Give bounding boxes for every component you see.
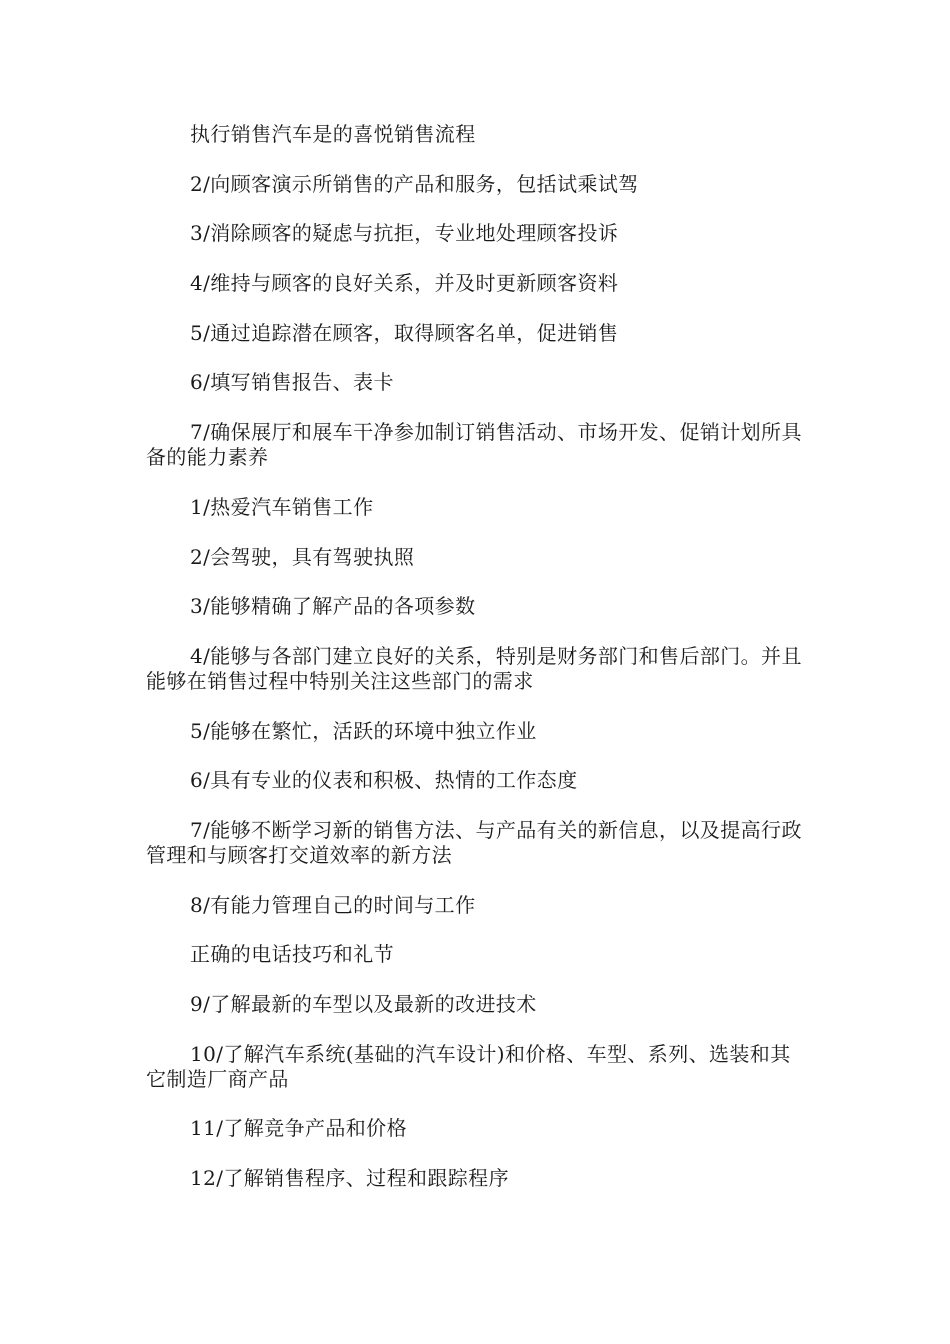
paragraph: 2/会驾驶，具有驾驶执照 — [190, 544, 415, 569]
paragraph: 1/热爱汽车销售工作 — [190, 494, 374, 519]
paragraph: 3/能够精确了解产品的各项参数 — [190, 594, 476, 619]
paragraph: 6/填写销售报告、表卡 — [190, 370, 394, 395]
paragraph: 9/了解最新的车型以及最新的改进技术 — [190, 992, 537, 1016]
paragraph: 5/能够在繁忙，活跃的环境中独立作业 — [190, 718, 537, 743]
paragraph: 4/维持与顾客的良好关系，并及时更新顾客资料 — [190, 271, 619, 296]
paragraph: 7/能够不断学习新的销售方法、与产品有关的新信息，以及提高行政管理和与顾客打交道效率的新方法 — [146, 817, 802, 867]
paragraph: 3/消除顾客的疑虑与抗拒，专业地处理顾客投诉 — [190, 221, 619, 246]
paragraph: 4/能够与各部门建立良好的关系，特别是财务部门和售后部门。并且能够在销售过程中特别关注这些部门的需求 — [146, 643, 802, 693]
paragraph: 8/有能力管理自己的时间与工作 — [190, 892, 476, 917]
paragraph: 执行销售汽车是的喜悦销售流程 — [190, 122, 476, 146]
paragraph: 正确的电话技巧和礼节 — [190, 942, 394, 967]
document-body — [146, 122, 810, 1216]
paragraph: 11/了解竞争产品和价格 — [190, 1116, 407, 1141]
paragraph: 12/了解销售程序、过程和跟踪程序 — [190, 1166, 509, 1191]
paragraph: 5/通过追踪潜在顾客，取得顾客名单，促进销售 — [190, 320, 619, 345]
paragraph: 7/确保展厅和展车干净参加制订销售活动、市场开发、促销计划所具备的能力素养 — [146, 420, 802, 470]
paragraph: 10/了解汽车系统(基础的汽车设计)和价格、车型、系列、选装和其它制造厂商产品 — [146, 1041, 791, 1091]
paragraph: 2/向顾客演示所销售的产品和服务，包括试乘试驾 — [190, 171, 639, 196]
paragraph: 6/具有专业的仪表和积极、热情的工作态度 — [190, 768, 578, 793]
